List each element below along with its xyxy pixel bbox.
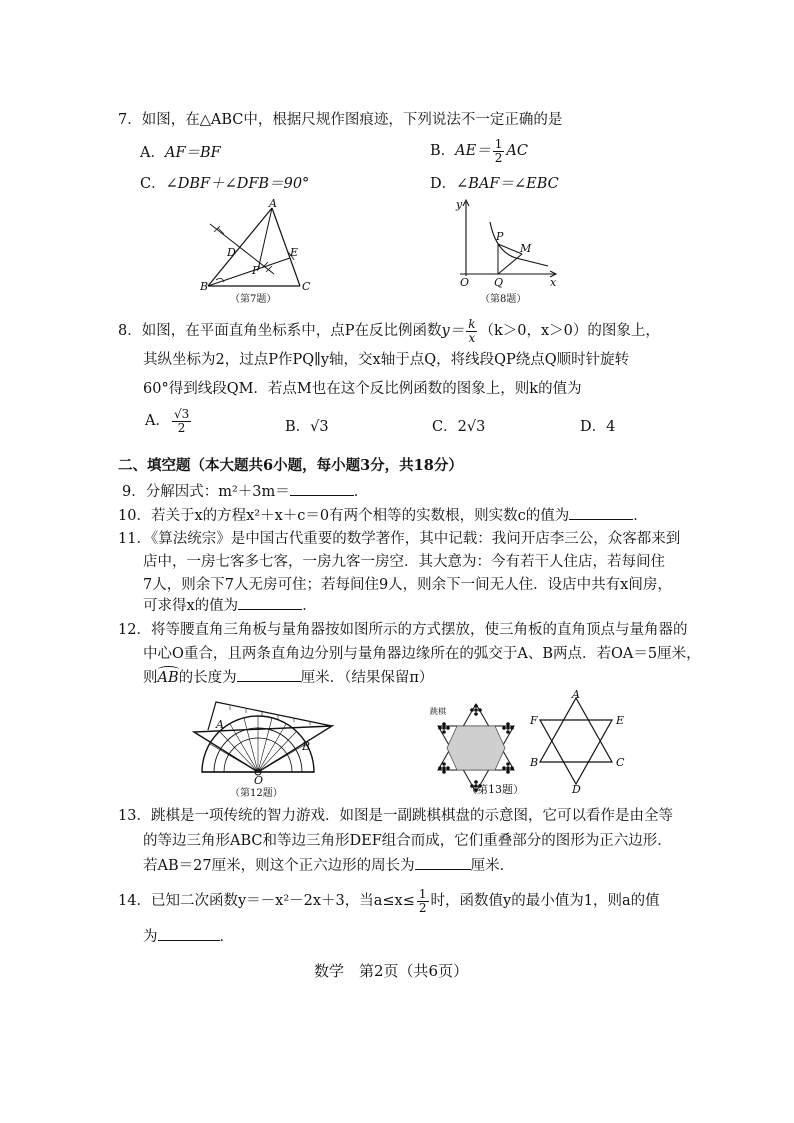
q7-option-d: D．∠BAF＝∠EBC bbox=[430, 176, 559, 192]
q11-line1: 11．《算法统宗》是中国古代重要的数学著作，其中记载：我问开店李三公，众客都来到 bbox=[118, 531, 681, 547]
q8-label-o: O bbox=[460, 276, 470, 289]
q12-figure bbox=[186, 694, 336, 798]
q12-line2: 中心O重合，且两条直角边分别与量角器边缘所在的弧交于A、B两点．若OA＝5厘米， bbox=[143, 646, 701, 662]
checker-piece bbox=[506, 730, 510, 734]
checker-piece bbox=[510, 766, 514, 770]
q13-label-e: E bbox=[616, 714, 625, 727]
checker-piece bbox=[502, 766, 506, 770]
checker-piece bbox=[510, 726, 514, 730]
q11-line4: 可求得x的值为 ． bbox=[143, 598, 317, 614]
q8-line1: 8．如图，在平面直角坐标系中，点P在反比例函数y＝ $\frac{k}{x}$ （k＞0，x＞0）的图象上， bbox=[118, 317, 660, 345]
checker-piece bbox=[502, 726, 506, 730]
checker-piece bbox=[442, 770, 446, 774]
checker-piece bbox=[442, 730, 446, 734]
checker-piece bbox=[470, 708, 474, 712]
q13-label-a: A bbox=[572, 690, 580, 701]
q9-answer-blank[interactable] bbox=[290, 495, 354, 496]
q14-line1: 14．已知二次函数y＝－x²－2x＋3，当a≤x≤ $\frac{1}{2}$ 时，函数值y的最小值为1，则a的值 bbox=[118, 887, 660, 915]
q12-label-a: A bbox=[216, 718, 224, 731]
checker-piece bbox=[438, 766, 442, 770]
q13-line3: 若AB＝27厘米，则这个正六边形的周长为 厘米． bbox=[143, 858, 515, 874]
q7-label-b: B bbox=[200, 280, 209, 293]
q7-option-a: A．AF＝BF bbox=[140, 145, 221, 161]
q13-caption-text: （第13题） bbox=[466, 783, 524, 796]
q11-answer-blank[interactable] bbox=[238, 609, 302, 610]
q7-label-f: F bbox=[252, 264, 260, 277]
q14-answer-blank[interactable] bbox=[158, 940, 220, 941]
checker-piece bbox=[506, 770, 510, 774]
q7-option-c: C．∠DBF＋∠DFB＝90° bbox=[140, 176, 310, 192]
checker-piece bbox=[506, 726, 510, 730]
q8-line3: 60°得到线段QM．若点M也在这个反比例函数的图象上，则k的值为 bbox=[143, 381, 582, 397]
q13-label-b: B bbox=[530, 756, 539, 769]
q8-option-d: D．4 bbox=[580, 419, 616, 435]
q8-option-b: B．√3 bbox=[285, 419, 329, 435]
checker-piece bbox=[446, 766, 450, 770]
q8-label-x: x bbox=[550, 276, 557, 289]
q13-star-figure bbox=[524, 690, 634, 794]
q13-board-label: 跳棋 bbox=[430, 707, 446, 716]
q13-board-figure bbox=[426, 700, 526, 796]
q10-answer-blank[interactable] bbox=[569, 519, 633, 520]
q8-label-q: Q bbox=[494, 276, 504, 289]
q7-figure bbox=[192, 198, 322, 308]
checker-piece bbox=[506, 762, 510, 766]
q8-option-a: A． $\frac{√3}{2}$ bbox=[145, 407, 190, 435]
checker-piece bbox=[506, 766, 510, 770]
checker-piece bbox=[446, 726, 450, 730]
q8-line2: 其纵坐标为2，过点P作PQ∥y轴，交x轴于点Q，将线段QP绕点Q顺时针旋转 bbox=[143, 352, 630, 368]
q10: 10．若关于x的方程x²＋x＋c＝0有两个相等的实数根，则实数c的值为 ． bbox=[118, 508, 648, 524]
q7-stem: 7．如图，在△ABC中，根据尺规作图痕迹，下列说法不一定正确的是 bbox=[118, 112, 563, 128]
q9: 9．分解因式：m²＋3m＝ ． bbox=[122, 484, 369, 500]
q12-line3: 则AB的长度为 厘米．（结果保留π） bbox=[143, 670, 434, 686]
q13-label-c: C bbox=[616, 756, 625, 769]
checker-piece bbox=[474, 708, 478, 712]
q12-answer-blank[interactable] bbox=[237, 681, 301, 682]
checker-piece bbox=[442, 726, 446, 730]
q13-label-d: D bbox=[572, 783, 581, 794]
checker-piece bbox=[442, 722, 446, 726]
q7-label-e: E bbox=[290, 246, 299, 259]
checker-piece bbox=[438, 726, 442, 730]
page-footer: 数学 第2页（共6页） bbox=[314, 962, 469, 980]
q12-label-o: O bbox=[254, 774, 264, 787]
checker-piece bbox=[442, 766, 446, 770]
section-heading: 二、填空题（本大题共6小题，每小题3分，共18分） bbox=[118, 457, 463, 474]
q7-caption: （第7题） bbox=[230, 294, 277, 305]
q7-label-a: A bbox=[269, 198, 277, 210]
q12-line1: 12．将等腰直角三角板与量角器按如图所示的方式摆放，使三角板的直角顶点与量角器的 bbox=[118, 622, 688, 638]
q8-figure bbox=[452, 196, 562, 308]
q8-option-c: C．2√3 bbox=[432, 419, 486, 435]
q11-line3: 7人，则余下7人无房可住；若每间住9人，则余下一间无人住．设店中共有x间房， bbox=[143, 577, 672, 593]
q12-label-b: B bbox=[302, 740, 311, 753]
checker-piece bbox=[478, 708, 482, 712]
q13-line1: 13．跳棋是一项传统的智力游戏．如图是一副跳棋棋盘的示意图，它可以看作是由全等 bbox=[118, 808, 673, 824]
q8-label-y: y bbox=[456, 198, 463, 211]
q11-line2: 店中，一房七客多七客，一房九客一房空．其大意为：今有若干人住店，若每间住 bbox=[143, 554, 665, 570]
checker-piece bbox=[442, 762, 446, 766]
checker-piece bbox=[474, 712, 478, 716]
q13-line2: 的等边三角形ABC和等边三角形DEF组合而成，它们重叠部分的图形为正六边形． bbox=[143, 833, 672, 849]
checker-piece bbox=[506, 722, 510, 726]
q8-label-p: P bbox=[496, 230, 504, 243]
q8-caption: （第8题） bbox=[480, 294, 527, 305]
q13-answer-blank[interactable] bbox=[415, 869, 471, 870]
q13-label-f: F bbox=[530, 714, 538, 727]
q7-label-c: C bbox=[302, 280, 311, 293]
checker-piece bbox=[474, 704, 478, 708]
q14-line2: 为 ． bbox=[143, 929, 234, 945]
q8-label-m: M bbox=[520, 242, 532, 255]
q7-label-d: D bbox=[227, 246, 236, 259]
q7-option-b: B．AE＝ $\frac{1}{2}$ AC bbox=[430, 137, 528, 165]
q12-caption: （第12题） bbox=[230, 788, 283, 798]
